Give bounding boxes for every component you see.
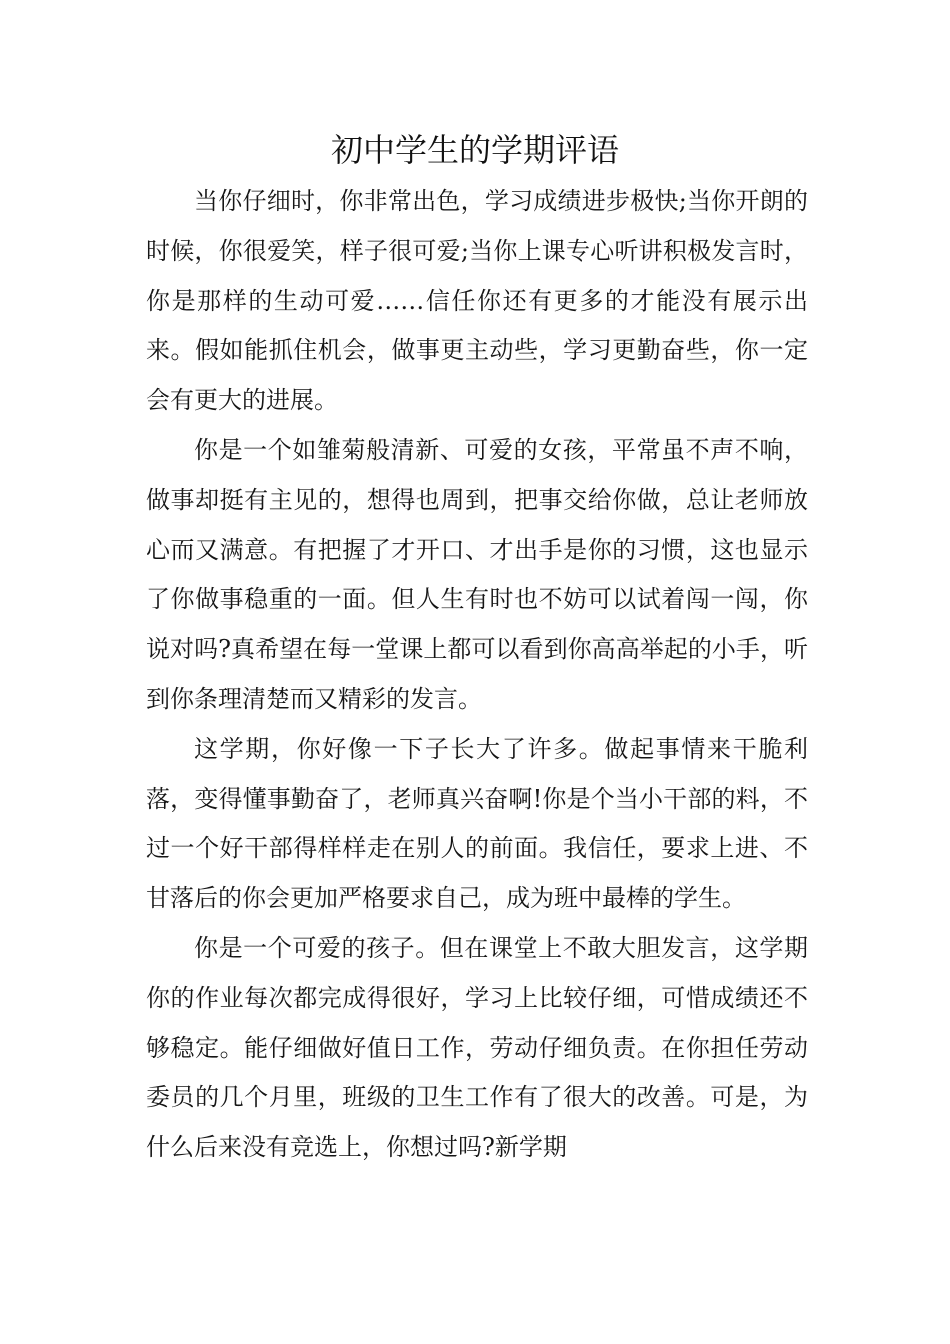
- paragraph-2: 你是一个如雏菊般清新、可爱的女孩，平常虽不声不响，做事却挺有主见的，想得也周到，把事交给你做，总让老师放心而又满意。有把握了才开口、才出手是你的习惯，这也显示了你做事稳重的一面。但人生有时也不妨可以试着闯一闯，你说对吗?真希望在每一堂课上都可以看到你高高举起的小手，听到你条理清楚而又精彩的发言。: [146, 435, 808, 713]
- document-body: [146, 177, 808, 1173]
- document-title: 初中学生的学期评语: [330, 131, 619, 169]
- paragraph-1: 当你仔细时，你非常出色，学习成绩进步极快;当你开朗的时候，你很爱笑，样子很可爱;当你上课专心听讲积极发言时，你是那样的生动可爱……信任你还有更多的才能没有展示出来。假如能抓住机会，做事更主动些，学习更勤奋些，你一定会有更大的进展。: [146, 187, 808, 415]
- paragraph-3: 这学期，你好像一下子长大了许多。做起事情来干脆利落，变得懂事勤奋了，老师真兴奋啊!你是个当小干部的料，不过一个好干部得样样走在别人的前面。我信任，要求上进、不甘落后的你会更加严格要求自己，成为班中最棒的学生。: [146, 734, 808, 913]
- paragraph-4: 你是一个可爱的孩子。但在课堂上不敢大胆发言，这学期你的作业每次都完成得很好，学习上比较仔细，可惜成绩还不够稳定。能仔细做好值日工作，劳动仔细负责。在你担任劳动委员的几个月里，班级的卫生工作有了很大的改善。可是，为什么后来没有竞选上，你想过吗?新学期: [146, 933, 808, 1162]
